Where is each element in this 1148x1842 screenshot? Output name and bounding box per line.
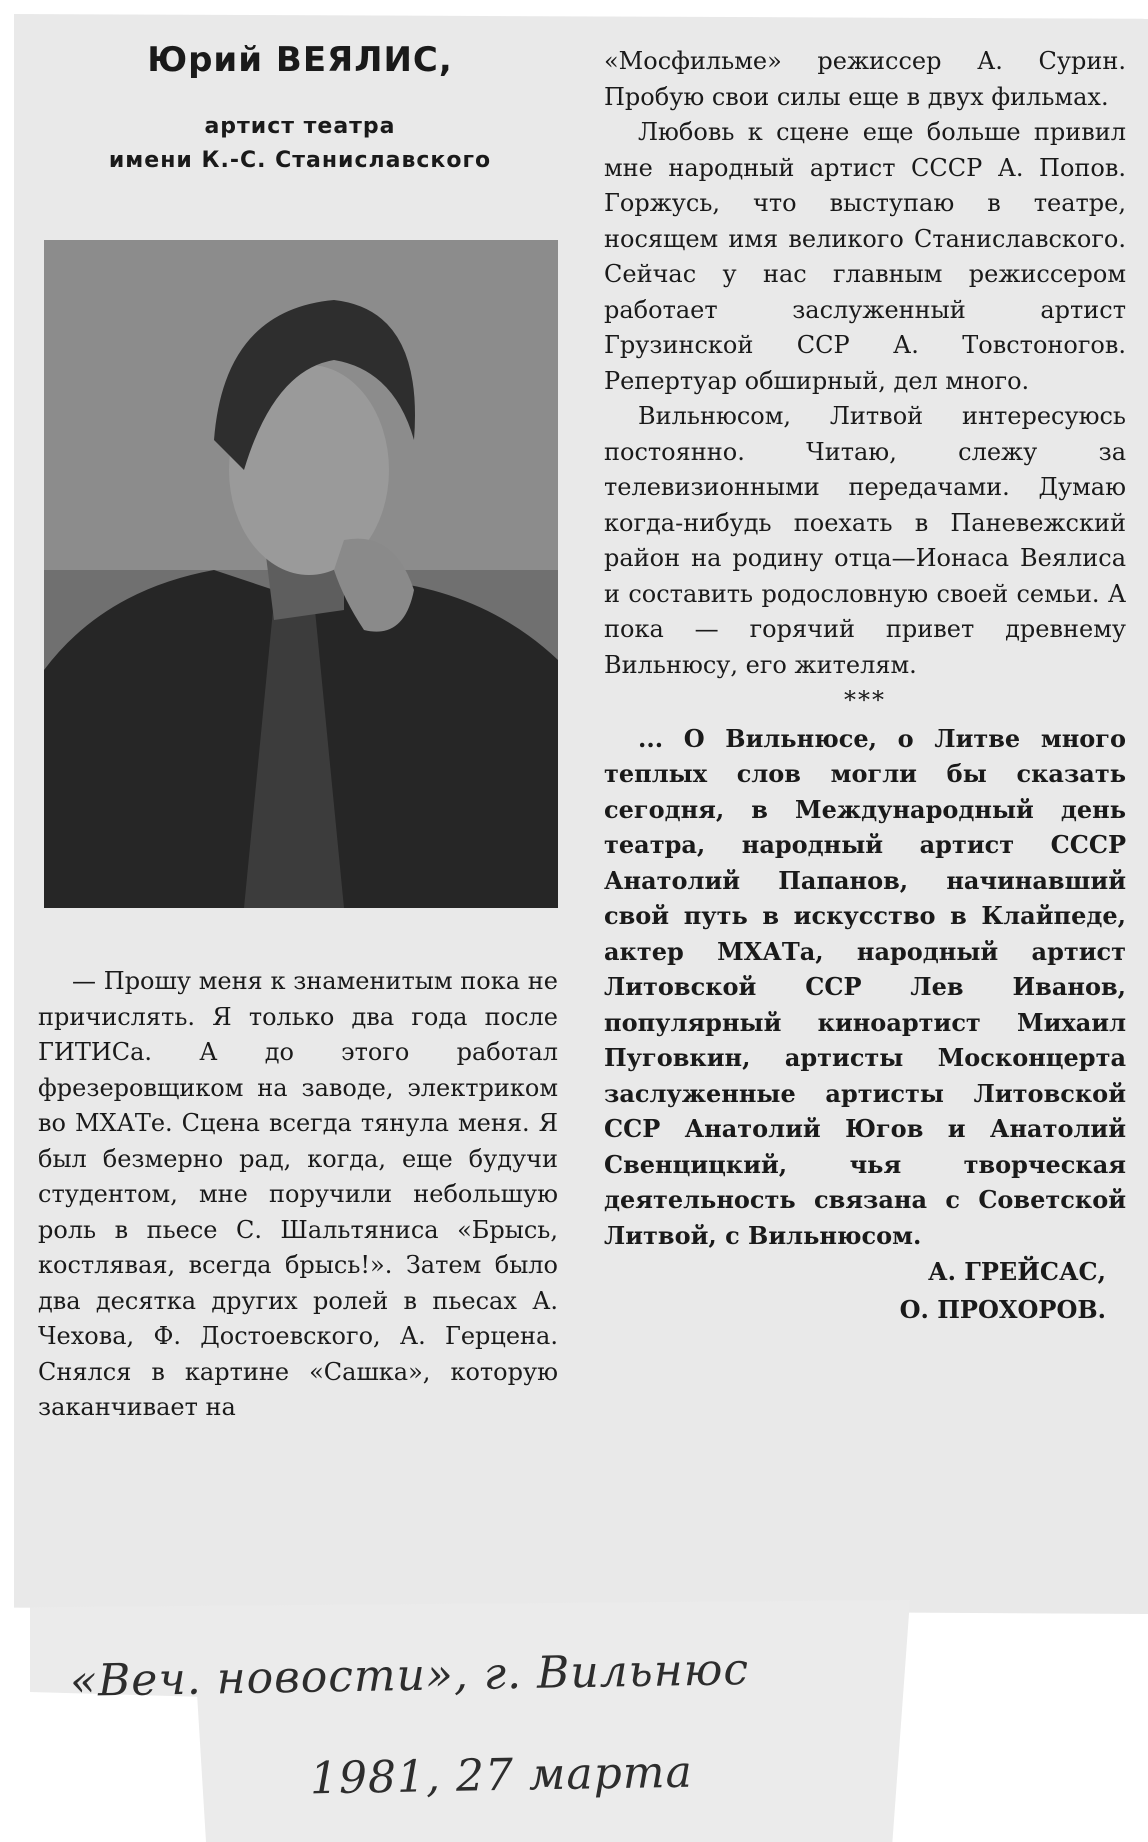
paragraph-greetings: ... О Вильнюсе, о Литве много теплых слов могли бы сказать сегодня, в Международный день театра, народный артист СССР Анатолий Папанов, начинавший свой путь в искусство в Клайпеде, актер МХАТа, народный артист Литовской ССР Лев Иванов, популярный киноартист Михаил Пуговкин, артисты Москонцерта заслуженные артисты Литовской ССР Анатолий Югов и Анатолий Свенцицкий, чья творческая деятельность связана с Советской Литвой, с Вильнюсом. [604, 723, 1126, 1250]
handwritten-source: «Веч. новости», г. Вильнюс [69, 1644, 750, 1707]
left-column [38, 964, 558, 1426]
portrait-photo [44, 240, 558, 908]
person-name: Юрий ВЕЯЛИС, [147, 40, 453, 80]
author-greisas: А. ГРЕЙСАС, [928, 1257, 1106, 1286]
person-role-line2: имени К.-С. Станиславского [108, 148, 492, 173]
person-role-line1: артист театра [204, 114, 396, 139]
annotation-paper [30, 1600, 910, 1842]
portrait-illustration [44, 240, 558, 908]
paragraph-vilnius: Вильнюсом, Литвой интересуюсь постоянно. Читаю, слежу за телевизионными передачами. Думаю когда-нибудь поехать в Паневежский район на родину отца—Ионаса Веялиса и составить родословную своей семьи. А пока — горячий привет древнему Вильнюсу, его жителям. [604, 402, 1126, 679]
handwritten-date: 1981, 27 марта [309, 1746, 694, 1805]
right-column [604, 44, 1126, 1329]
interview-paragraph: — Прошу меня к знаменитым пока не причислять. Я только два года после ГИТИСа. А до этого работал фрезеровщиком на заводе, электриком во МХАТе. Сцена всегда тянула меня. Я был безмерно рад, когда, еще будучи студентом, мне поручили небольшую роль в пьесе С. Шальтяниса «Брысь, костлявая, всегда брысь!». Затем было два десятка других ролей в пьесах А. Чехова, Ф. Достоевского, А. Герцена. Снялся в картине «Сашка», которую заканчивает на [38, 967, 558, 1421]
paragraph-theatre: Любовь к сцене еще больше привил мне народный артист СССР А. Попов. Горжусь, что выступаю в театре, носящем имя великого Станиславского. Сейчас у нас главным режиссером работает заслуженный артист Грузинской ССР А. Товстоногов. Репертуар обширный, дел много. [604, 118, 1126, 395]
article-header [40, 40, 560, 178]
author-prokhorov: О. ПРОХОРОВ. [899, 1295, 1106, 1324]
article-authors [604, 1253, 1126, 1329]
section-separator: *** [844, 686, 886, 714]
paragraph-mosfilm: «Мосфильме» режиссер А. Сурин. Пробую свои силы еще в двух фильмах. [604, 47, 1126, 111]
